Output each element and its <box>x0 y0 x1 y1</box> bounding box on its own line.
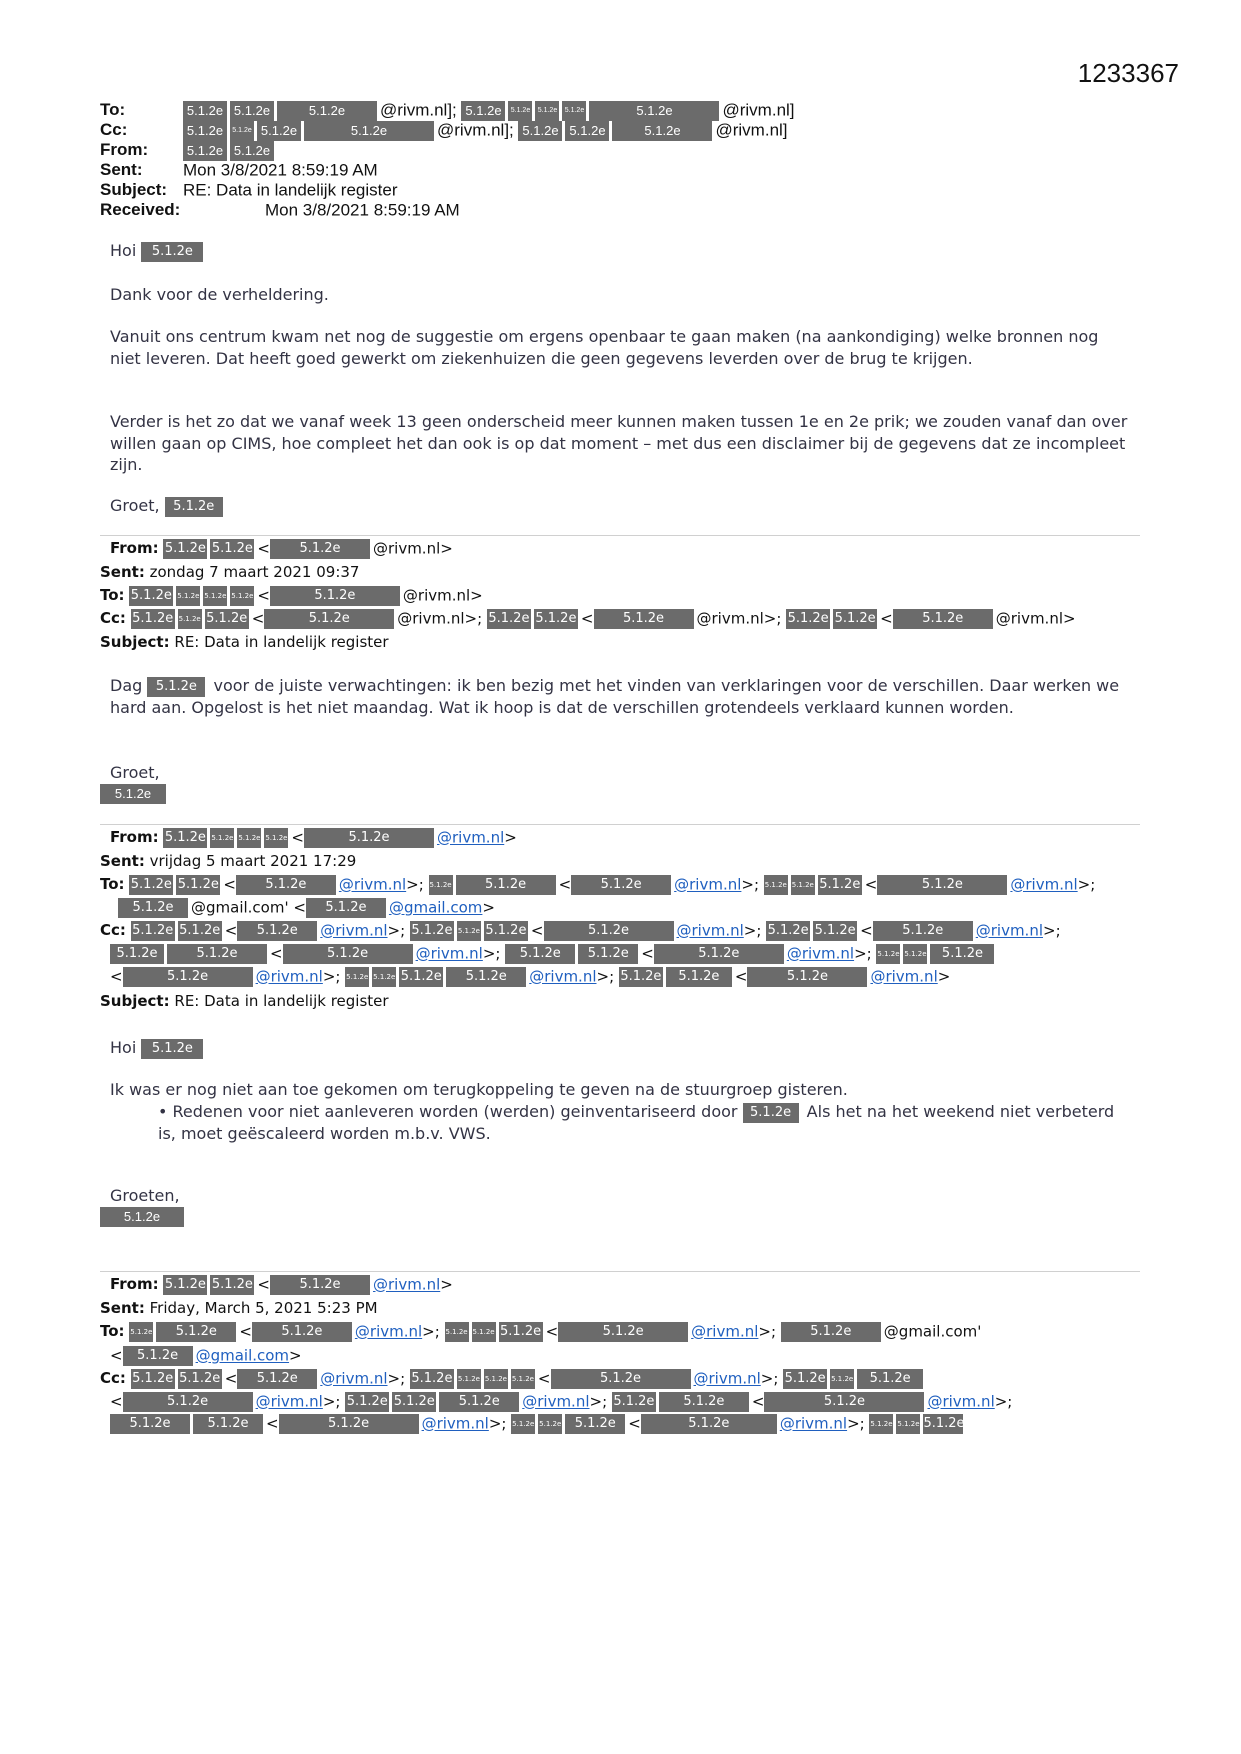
redaction-box: 5.1.2e <box>264 609 394 629</box>
redaction-box: 5.1.2e <box>304 121 434 141</box>
redaction-box: 5.1.2e <box>163 539 207 559</box>
redaction-box: 5.1.2e <box>306 898 386 918</box>
subject-value: RE: Data in landelijk register <box>183 180 398 200</box>
redaction-box: 5.1.2e <box>178 921 222 941</box>
redaction-box: 5.1.2e <box>230 121 254 141</box>
redaction-box: 5.1.2e <box>410 921 454 941</box>
msg2-paragraph: Dag 5.1.2e voor de juiste verwachtingen: ik ben bezig met het vinden van verklaringen voor de verschillen. Daar werken we hard aan. Opgelost is het niet maandag. Wat ik hoop is dat de verschillen grotendeels verklaard kunnen worden. <box>110 676 1120 717</box>
redaction-box: 5.1.2e <box>457 1369 481 1389</box>
redaction-box: 5.1.2e <box>903 944 927 964</box>
subject-label: Subject: <box>100 180 168 199</box>
redaction-box: 5.1.2e <box>167 944 267 964</box>
msg3-sent-row: Sent: vrijdag 5 maart 2021 17:29 <box>100 852 357 870</box>
msg4-from-row: From: 5.1.2e 5.1.2e < 5.1.2e @rivm.nl> <box>110 1275 453 1294</box>
redaction-box: 5.1.2e <box>129 1322 153 1342</box>
redaction-box: 5.1.2e <box>123 967 253 987</box>
redaction-box: 5.1.2e <box>487 609 531 629</box>
redaction-box: 5.1.2e <box>210 828 234 848</box>
redaction-box: 5.1.2e <box>156 1322 236 1342</box>
msg2-from-row: From: 5.1.2e 5.1.2e < 5.1.2e @rivm.nl> <box>110 539 453 558</box>
redaction-box: 5.1.2e <box>558 1322 688 1342</box>
to-label: To: <box>100 100 126 119</box>
redaction-box: 5.1.2e <box>372 967 396 987</box>
redaction-box: 5.1.2e <box>279 1414 419 1434</box>
header-received-row <box>100 200 460 222</box>
redaction-box: 5.1.2e <box>565 1414 625 1434</box>
redaction-box: 5.1.2e <box>178 609 202 629</box>
redaction-box: 5.1.2e <box>484 921 528 941</box>
redaction-box: 5.1.2e <box>505 944 575 964</box>
msg4-cc-row-cont2: 5.1.2e 5.1.2e < 5.1.2e @rivm.nl>; 5.1.2e 5.1.2e 5.1.2e < 5.1.2e @rivm.nl>; 5.1.2e 5.1.2e 5.1.2e <box>110 1413 966 1435</box>
redaction-box: 5.1.2e <box>857 1369 923 1389</box>
msg3-signature <box>100 1207 187 1229</box>
redaction-box: 5.1.2e <box>791 875 815 895</box>
redaction-box: 5.1.2e <box>264 828 288 848</box>
redaction-box: 5.1.2e <box>237 921 317 941</box>
redaction-box: 5.1.2e <box>472 1322 496 1342</box>
redaction-box: 5.1.2e <box>439 1392 519 1412</box>
redaction-box: 5.1.2e <box>283 944 413 964</box>
redaction-box: 5.1.2e <box>876 944 900 964</box>
redaction-box: 5.1.2e <box>345 1392 389 1412</box>
redaction-box: 5.1.2e <box>252 1322 352 1342</box>
msg3-from-row: From: 5.1.2e 5.1.2e 5.1.2e 5.1.2e < 5.1.2e @rivm.nl> <box>110 828 517 847</box>
redaction-box: 5.1.2e <box>764 1392 924 1412</box>
redaction-box: 5.1.2e <box>538 1414 562 1434</box>
redaction-box: 5.1.2e <box>230 101 274 121</box>
redaction-box: 5.1.2e <box>877 875 1007 895</box>
msg3-bullet: • Redenen voor niet aanleveren worden (werden) geinventariseerd door 5.1.2e Als het na het weekend niet verbeterd is, moet geëscaleerd worden m.b.v. VWS. <box>158 1102 1115 1143</box>
redaction-box: 5.1.2e <box>612 1392 656 1412</box>
msg1-greeting: Hoi 5.1.2e <box>110 240 1130 262</box>
redaction-box: 5.1.2e <box>304 828 434 848</box>
email-domain: @rivm.nl <box>722 100 790 120</box>
redaction-box: 5.1.2e <box>210 539 254 559</box>
redaction-box: 5.1.2e <box>118 898 188 918</box>
redaction-box: 5.1.2e <box>766 921 810 941</box>
redaction-box: 5.1.2e <box>571 875 671 895</box>
from-label: From: <box>100 140 149 159</box>
redaction-box: 5.1.2e <box>666 967 732 987</box>
redaction-box: 5.1.2e <box>565 121 609 141</box>
msg2-signature <box>100 784 169 806</box>
cc-label: Cc: <box>100 120 128 139</box>
msg4-sent-row: Sent: Friday, March 5, 2021 5:23 PM <box>100 1299 378 1317</box>
redaction-box: 5.1.2e <box>869 1414 893 1434</box>
redaction-box: 5.1.2e <box>183 141 227 161</box>
redaction-box: 5.1.2e <box>534 609 578 629</box>
redaction-box: 5.1.2e <box>783 1369 827 1389</box>
sent-value: Mon 3/8/2021 8:59:19 AM <box>183 160 378 180</box>
redaction-box: 5.1.2e <box>270 1275 370 1295</box>
msg3-cc-row-cont: 5.1.2e 5.1.2e < 5.1.2e @rivm.nl>; 5.1.2e 5.1.2e < 5.1.2e @rivm.nl>; 5.1.2e 5.1.2e 5.1.2e <box>110 943 997 965</box>
received-label: Received: <box>100 200 181 219</box>
redaction-box: 5.1.2e <box>270 539 370 559</box>
redaction-box: 5.1.2e <box>654 944 784 964</box>
msg2-cc-row: Cc: 5.1.2e 5.1.2e 5.1.2e < 5.1.2e @rivm.nl>; 5.1.2e 5.1.2e < 5.1.2e @rivm.nl>; 5.1.2e 5.1.2e < 5.1.2e @rivm.nl> <box>100 609 1076 628</box>
redaction-box: 5.1.2e <box>178 1369 222 1389</box>
redaction-box: 5.1.2e <box>930 944 994 964</box>
redaction-box: 5.1.2e <box>236 875 336 895</box>
redaction-box: 5.1.2e <box>410 1369 454 1389</box>
redaction-box: 5.1.2e <box>203 586 227 606</box>
redaction-box: 5.1.2e <box>641 1414 777 1434</box>
redaction-box: 5.1.2e <box>176 875 220 895</box>
redaction-box: 5.1.2e <box>110 1414 190 1434</box>
redaction-box: 5.1.2e <box>110 944 164 964</box>
redaction-box: 5.1.2e <box>100 1207 184 1227</box>
msg3-closing: Groeten, <box>110 1186 180 1205</box>
redaction-box: 5.1.2e <box>461 101 505 121</box>
redaction-box: 5.1.2e <box>896 1414 920 1434</box>
redaction-box: 5.1.2e <box>544 921 674 941</box>
msg2-subject-row: Subject: RE: Data in landelijk register <box>100 633 389 651</box>
received-value: Mon 3/8/2021 8:59:19 AM <box>265 200 460 220</box>
email-domain: @rivm.nl <box>380 100 448 120</box>
redaction-box: 5.1.2e <box>484 1369 508 1389</box>
msg3-subject-row: Subject: RE: Data in landelijk register <box>100 992 389 1010</box>
redaction-box: 5.1.2e <box>562 101 586 121</box>
redaction-box: 5.1.2e <box>445 1322 469 1342</box>
redaction-box: 5.1.2e <box>230 586 254 606</box>
redaction-box: 5.1.2e <box>399 967 443 987</box>
redaction-box: 5.1.2e <box>129 875 173 895</box>
redaction-box: 5.1.2e <box>923 1414 963 1434</box>
header-sent-row <box>100 160 378 182</box>
redaction-box: 5.1.2e <box>511 1369 535 1389</box>
redaction-box: 5.1.2e <box>781 1322 881 1342</box>
header-to-row: To: 5.1.2e 5.1.2e 5.1.2e @rivm.nl]; 5.1.2e 5.1.2e 5.1.2e 5.1.2e 5.1.2e @rivm.nl] <box>100 100 795 120</box>
redaction-box: 5.1.2e <box>446 967 526 987</box>
redaction-box: 5.1.2e <box>873 921 973 941</box>
msg3-paragraph: Ik was er nog niet aan toe gekomen om terugkoppeling te geven na de stuurgroep gisteren. <box>110 1080 848 1099</box>
redaction-box: 5.1.2e <box>594 609 694 629</box>
redaction-box: 5.1.2e <box>123 1392 253 1412</box>
msg4-to-row: To: 5.1.2e 5.1.2e < 5.1.2e @rivm.nl>; 5.1.2e 5.1.2e 5.1.2e < 5.1.2e @rivm.nl>; 5.1.2e @gmail.com' <box>100 1322 982 1341</box>
msg1-paragraph: Verder is het zo dat we vanaf week 13 geen onderscheid meer kunnen maken tussen 1e en 2e prik; we zouden vanaf dan over willen gaan op CIMS, hoe compleet het dan ook is op dat moment – met dus een disclaimer bij de gegevens dat ze incompleet zijn. <box>110 412 1128 474</box>
redaction-box: 5.1.2e <box>237 828 261 848</box>
redaction-box: 5.1.2e <box>147 677 205 697</box>
redaction-box: 5.1.2e <box>131 921 175 941</box>
redaction-box: 5.1.2e <box>193 1414 263 1434</box>
redaction-box: 5.1.2e <box>100 784 166 804</box>
msg1-paragraph: Dank voor de verheldering. <box>110 285 329 304</box>
msg3-cc-row-cont2: < 5.1.2e @rivm.nl>; 5.1.2e 5.1.2e 5.1.2e 5.1.2e @rivm.nl>; 5.1.2e 5.1.2e < 5.1.2e @rivm.nl> <box>110 967 951 986</box>
email-domain: @rivm.nl <box>715 120 783 140</box>
redaction-box: 5.1.2e <box>163 828 207 848</box>
msg3-to-row: To: 5.1.2e 5.1.2e < 5.1.2e @rivm.nl>; 5.1.2e 5.1.2e < 5.1.2e @rivm.nl>; 5.1.2e 5.1.2e 5.1.2e < 5.1.2e @rivm.nl>; <box>100 875 1096 894</box>
redaction-box: 5.1.2e <box>129 586 173 606</box>
redaction-box: 5.1.2e <box>131 609 175 629</box>
redaction-box: 5.1.2e <box>893 609 993 629</box>
redaction-box: 5.1.2e <box>277 101 377 121</box>
redaction-box: 5.1.2e <box>830 1369 854 1389</box>
redaction-box: 5.1.2e <box>578 944 638 964</box>
redaction-box: 5.1.2e <box>743 1103 799 1123</box>
redaction-box: 5.1.2e <box>518 121 562 141</box>
msg2-to-row: To: 5.1.2e 5.1.2e 5.1.2e 5.1.2e < 5.1.2e @rivm.nl> <box>100 586 483 605</box>
redaction-box: 5.1.2e <box>551 1369 691 1389</box>
header-from-row <box>100 140 277 162</box>
msg1-paragraph: Vanuit ons centrum kwam net nog de suggestie om ergens openbaar te gaan maken (na aankondiging) welke bronnen nog niet leveren. Dat heeft goed gewerkt om ziekenhuizen die geen gegevens leverden over de brug te krijgen. <box>110 327 1099 368</box>
redaction-box: 5.1.2e <box>813 921 857 941</box>
sent-label: Sent: <box>100 160 143 179</box>
redaction-box: 5.1.2e <box>345 967 369 987</box>
msg3-greeting: Hoi 5.1.2e <box>110 1037 1130 1059</box>
redaction-box: 5.1.2e <box>205 609 249 629</box>
msg2-closing: Groet, <box>110 763 160 782</box>
msg4-cc-row-cont: < 5.1.2e @rivm.nl>; 5.1.2e 5.1.2e 5.1.2e @rivm.nl>; 5.1.2e 5.1.2e < 5.1.2e @rivm.nl>; <box>110 1392 1013 1411</box>
separator <box>100 824 1140 825</box>
redaction-box: 5.1.2e <box>183 101 227 121</box>
redaction-box: 5.1.2e <box>141 1039 203 1059</box>
redaction-box: 5.1.2e <box>131 1369 175 1389</box>
msg3-to-row-cont: 5.1.2e @gmail.com' < 5.1.2e @gmail.com> <box>118 897 495 919</box>
header-subject-row <box>100 180 397 202</box>
email-domain: @rivm.nl <box>437 120 505 140</box>
redaction-box: 5.1.2e <box>163 1275 207 1295</box>
redaction-box: 5.1.2e <box>457 921 481 941</box>
msg2-sent-row: Sent: zondag 7 maart 2021 09:37 <box>100 563 360 581</box>
redaction-box: 5.1.2e <box>123 1346 193 1366</box>
redaction-box: 5.1.2e <box>456 875 556 895</box>
redaction-box: 5.1.2e <box>183 121 227 141</box>
redaction-box: 5.1.2e <box>511 1414 535 1434</box>
redaction-box: 5.1.2e <box>612 121 712 141</box>
document-id: 1233367 <box>1077 58 1179 88</box>
redaction-box: 5.1.2e <box>257 121 301 141</box>
redaction-box: 5.1.2e <box>237 1369 317 1389</box>
redaction-box: 5.1.2e <box>833 609 877 629</box>
msg4-cc-row: Cc: 5.1.2e 5.1.2e < 5.1.2e @rivm.nl>; 5.1.2e 5.1.2e 5.1.2e 5.1.2e < 5.1.2e @rivm.nl>; 5.1.2e 5.1.2e 5.1.2e <box>100 1368 926 1390</box>
redaction-box: 5.1.2e <box>165 497 223 517</box>
redaction-box: 5.1.2e <box>508 101 532 121</box>
msg4-to-row-cont: < 5.1.2e @gmail.com> <box>110 1346 302 1365</box>
separator <box>100 1271 1140 1272</box>
redaction-box: 5.1.2e <box>141 242 203 262</box>
redaction-box: 5.1.2e <box>747 967 867 987</box>
separator <box>100 535 1140 536</box>
redaction-box: 5.1.2e <box>270 586 400 606</box>
header-cc-row: Cc: 5.1.2e 5.1.2e 5.1.2e 5.1.2e @rivm.nl]; 5.1.2e 5.1.2e 5.1.2e @rivm.nl] <box>100 120 788 140</box>
redaction-box: 5.1.2e <box>589 101 719 121</box>
redaction-box: 5.1.2e <box>619 967 663 987</box>
msg3-cc-row: Cc: 5.1.2e 5.1.2e < 5.1.2e @rivm.nl>; 5.1.2e 5.1.2e 5.1.2e < 5.1.2e @rivm.nl>; 5.1.2e 5.1.2e < 5.1.2e @rivm.nl>; <box>100 921 1061 940</box>
redaction-box: 5.1.2e <box>429 875 453 895</box>
redaction-box: 5.1.2e <box>210 1275 254 1295</box>
redaction-box: 5.1.2e <box>392 1392 436 1412</box>
redaction-box: 5.1.2e <box>786 609 830 629</box>
redaction-box: 5.1.2e <box>659 1392 749 1412</box>
redaction-box: 5.1.2e <box>499 1322 543 1342</box>
msg1-closing: Groet, 5.1.2e <box>110 495 1130 517</box>
redaction-box: 5.1.2e <box>176 586 200 606</box>
redaction-box: 5.1.2e <box>230 141 274 161</box>
redaction-box: 5.1.2e <box>535 101 559 121</box>
redaction-box: 5.1.2e <box>818 875 862 895</box>
redaction-box: 5.1.2e <box>764 875 788 895</box>
